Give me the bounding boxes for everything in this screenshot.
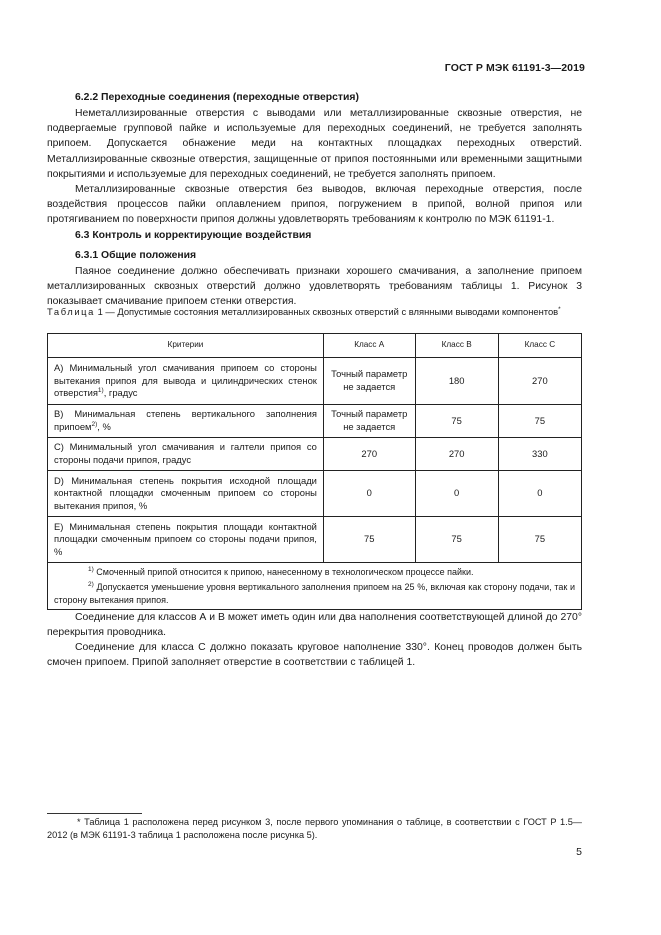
table-row xyxy=(48,438,582,471)
criteria-unit: , % xyxy=(97,421,111,432)
class-b-cell: 75 xyxy=(415,517,498,563)
section-heading-6-2-2: 6.2.2 Переходные соединения (переходные отверстия) xyxy=(75,92,359,103)
criteria-cell xyxy=(48,405,324,438)
class-a-cell: Точный параметр не задается xyxy=(323,358,415,405)
criteria-cell xyxy=(48,471,324,517)
table-footnote-marker: 1) xyxy=(88,566,94,573)
class-b-cell: 0 xyxy=(415,471,498,517)
document-header-id: ГОСТ Р МЭК 61191-3—2019 xyxy=(444,62,585,74)
class-b-cell: 270 xyxy=(415,438,498,471)
table-header-row xyxy=(48,334,582,358)
criteria-cell xyxy=(48,438,324,471)
table-footnote-text: Смоченный припой относится к припою, нанесенному в технологическом процессе пайки. xyxy=(93,567,474,577)
header-class-c: Класс С xyxy=(498,334,581,358)
table-caption xyxy=(47,306,582,319)
criteria-cell xyxy=(48,358,324,405)
table-footnote xyxy=(54,566,575,578)
table-footnotes-row xyxy=(48,563,582,610)
criteria-text: D) Минимальная степень покрытия исходной площади контактной площадки смоченным припоем со стороны вытекания припоя, % xyxy=(54,474,317,511)
table-footnote-marker: 2) xyxy=(88,581,94,589)
table-footnote xyxy=(54,581,575,606)
header-class-a: Класс А xyxy=(323,334,415,358)
paragraph-text: Металлизированные сквозные отверстия без выводов, включая переходные отверстия, после воздействия процессов пайки оплавлением припоя, погружением в припой, волной припоя или протягиванием по поверхности припоя должны удовлетворять требованиям к контролю по МЭК 61191-1. xyxy=(47,184,582,226)
paragraph-via-1 xyxy=(47,106,582,182)
page-number: 5 xyxy=(576,846,582,858)
class-b-cell: 75 xyxy=(415,405,498,438)
class-c-cell: 330 xyxy=(498,438,581,471)
table-caption-label: Таблица xyxy=(47,306,95,317)
class-b-cell: 180 xyxy=(415,358,498,405)
criteria-text: E) Минимальная степень покрытия площади контактной площадки смоченным припоем со стороны подачи припоя, % xyxy=(54,520,317,557)
paragraph-text: Соединение для класса С должно показать круговое наполнение 330°. Конец проводов должен быть смочен припоем. Припой заполняет отверстие в соответствии с таблицей 1. xyxy=(47,642,582,669)
criteria-cell xyxy=(48,517,324,563)
header-class-b: Класс В xyxy=(415,334,498,358)
footnote-ref: 1) xyxy=(97,387,104,395)
paragraph-text: Паяное соединение должно обеспечивать признаки хорошего смачивания, а заполнение припоем металлизированных сквозных отверстий должно удовлетворять требованиям таблицы 1. Рисунок 3 показывает смачивание припоем стенки отверстия. xyxy=(47,266,582,308)
section-heading-6-3-1: 6.3.1 Общие положения xyxy=(75,250,197,261)
section-heading-6-3: 6.3 Контроль и корректирующие воздействия xyxy=(75,230,312,241)
class-c-cell: 75 xyxy=(498,405,581,438)
class-c-cell: 75 xyxy=(498,517,581,563)
paragraph-text: Неметаллизированные отверстия с выводами или металлизированные сквозные отверстия, не подвергаемые групповой пайке и используемые для переходных соединений, не требуется заполнять припоем. Допускается обнажение меди на контактных площадках переходных отверстий. Металлизированные сквозные отверстия, защищенные от припоя постоянными или временными защитными покрытиями и используемые для переходных соединений, не требуется заполнять припоем. xyxy=(47,108,582,180)
paragraph-general xyxy=(47,264,582,310)
table-caption-marker: * xyxy=(558,306,561,313)
class-a-cell: 75 xyxy=(323,517,415,563)
table-row xyxy=(48,471,582,517)
footnote-text: Таблица 1 расположена перед рисунком 3, после первого упоминания о таблице, в соответствии с ГОСТ Р 1.5—2012 (в МЭК 61191-3 таблица 1 расположена после рисунка 5). xyxy=(47,817,582,840)
footnote-ref: 2) xyxy=(91,421,98,428)
paragraph-via-2 xyxy=(47,182,582,228)
criteria-unit: , градус xyxy=(103,387,138,399)
class-a-cell: Точный параметр не задается xyxy=(323,405,415,438)
table-row xyxy=(48,517,582,563)
paragraph-class-c xyxy=(47,640,582,670)
class-c-cell: 0 xyxy=(498,471,581,517)
footnote-separator xyxy=(47,813,142,814)
table-footnote-text: Допускается уменьшение уровня вертикального заполнения припоем на 25 %, включая как сторону подачи, так и сторону вытекания припоя. xyxy=(54,582,575,605)
paragraph-text: Соединение для классов А и В может иметь один или два наполнения соответствующей длиной до 270° перекрытия проводника. xyxy=(47,612,582,639)
footnote-marker: * xyxy=(77,817,81,827)
criteria-text: A) Минимальный угол смачивания припоем со стороны вытекания припоя для вывода и цилиндрических стенок отверстия xyxy=(54,362,317,399)
criteria-text: C) Минимальный угол смачивания и галтели припоя со стороны подачи припоя, градус xyxy=(54,441,317,465)
paragraph-classes-ab xyxy=(47,610,582,640)
class-c-cell: 270 xyxy=(498,358,581,405)
table-caption-text: 1 — Допустимые состояния металлизированных сквозных отверстий с влянными выводами компонентов xyxy=(94,306,559,317)
criteria-table xyxy=(47,333,582,610)
class-a-cell: 0 xyxy=(323,471,415,517)
class-a-cell: 270 xyxy=(323,438,415,471)
table-row xyxy=(48,405,582,438)
criteria-text: B) Минимальная степень вертикального заполнения припоем xyxy=(54,408,317,432)
table-footnotes xyxy=(48,563,582,610)
page-footnote xyxy=(47,816,582,842)
header-criteria: Критерии xyxy=(48,334,324,358)
table-row xyxy=(48,358,582,405)
